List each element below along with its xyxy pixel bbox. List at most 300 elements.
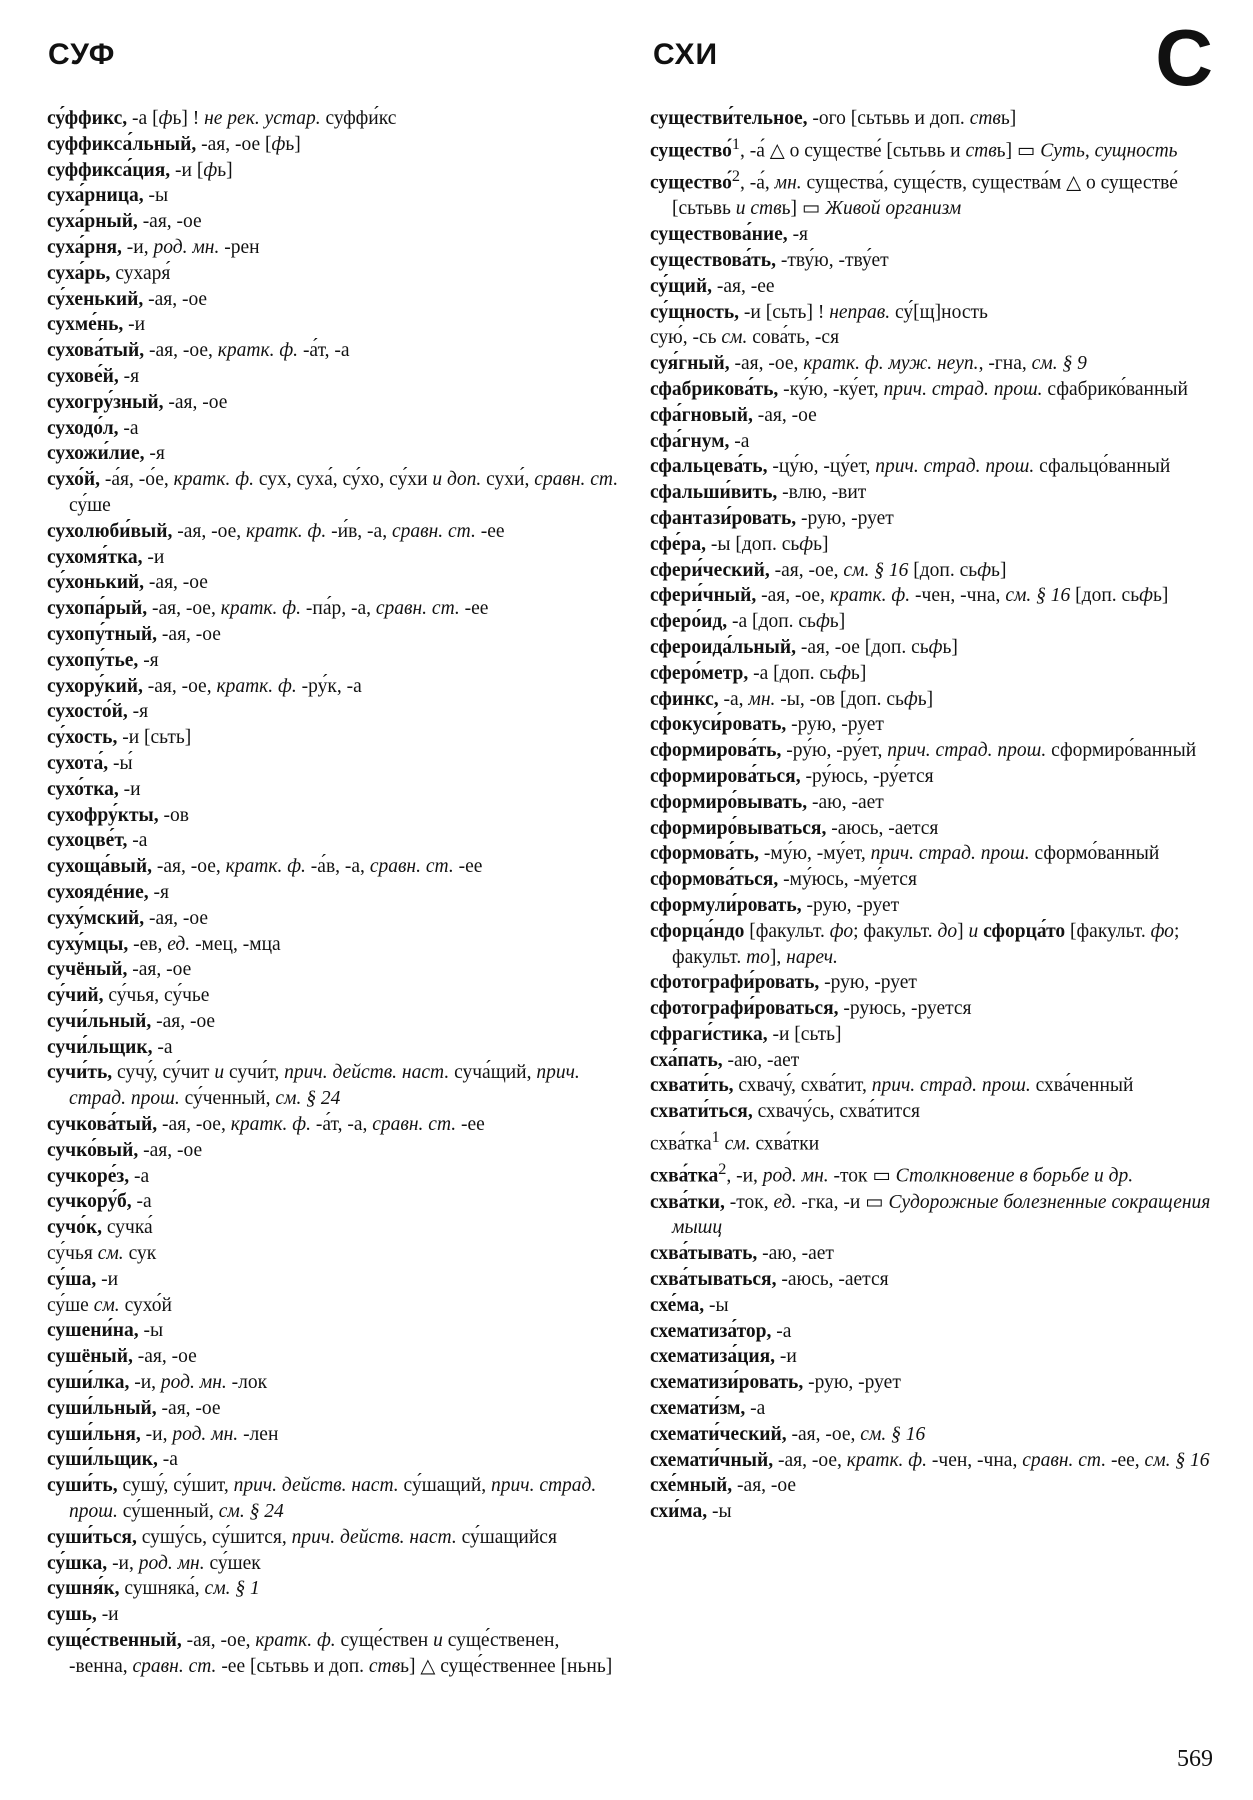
dictionary-entry — [650, 325, 1225, 351]
entry-text: -ая, -ое — [163, 391, 228, 413]
entry-text: т — [273, 1655, 282, 1677]
headword: схи́ма, — [650, 1501, 708, 1523]
entry-text: ф — [1139, 585, 1153, 607]
entry-text: -я — [148, 881, 169, 903]
entry-text: -а́в, -а, — [305, 856, 370, 878]
dictionary-entry — [47, 1344, 622, 1370]
headword: суши́ть, — [47, 1475, 118, 1497]
dictionary-entry — [47, 1447, 622, 1473]
entry-text: -а́т, -а — [298, 340, 350, 362]
entry-text: см. — [724, 1133, 751, 1155]
entry-text: прич. действ. наст. — [233, 1475, 399, 1497]
entry-text: -и — [775, 1346, 797, 1368]
entry-text: т — [909, 140, 919, 162]
dictionary-entry — [47, 751, 622, 777]
headword: существо́ — [650, 172, 732, 194]
entry-text: прич. страд. прош. — [883, 378, 1043, 400]
entry-text: суффи́кс — [320, 108, 397, 129]
headword: суходо́л, — [47, 417, 119, 439]
entry-text: су́шащий, — [398, 1475, 492, 1497]
entry-text: ь — [781, 198, 791, 220]
entry-text: -а — [129, 1165, 150, 1187]
dictionary-entry — [650, 300, 1225, 326]
dictionary-entry — [47, 1576, 622, 1602]
dictionary-entry — [650, 816, 1225, 842]
entry-text: ; факульт. — [853, 920, 938, 942]
headword: су́хенький, — [47, 288, 144, 310]
dictionary-entry — [650, 377, 1225, 403]
dictionary-entry — [650, 1396, 1225, 1422]
entry-text: кратк. ф. — [230, 1114, 312, 1136]
entry-text: сухаря́ — [110, 262, 171, 284]
headword: сформиро́вывать, — [650, 791, 808, 813]
entry-text: ь — [797, 301, 807, 323]
entry-text: -а — [127, 830, 148, 852]
entry-text: су́шек — [204, 1552, 261, 1574]
entry-text: -ы — [704, 1294, 729, 1316]
headword: сучи́льный, — [47, 1010, 152, 1032]
entry-text: схва́ченный — [1030, 1075, 1134, 1097]
headword: суффикса́ция, — [47, 159, 171, 181]
headword: сфантази́ровать, — [650, 507, 797, 529]
entry-text: -тву́ю, -тву́ет — [775, 249, 889, 271]
entry-text: -ая, -ое, — [729, 353, 804, 375]
dictionary-entry — [47, 1318, 622, 1344]
headword: сучо́к, — [47, 1217, 103, 1239]
entry-text: ь] — [826, 1023, 842, 1045]
headword: существова́ть, — [650, 249, 776, 271]
entry-text: и ств — [735, 198, 782, 220]
entry-text: -а [доп. с — [748, 662, 829, 684]
headword: сфокуси́ровать, — [650, 714, 787, 736]
entry-text: -и — [142, 546, 165, 568]
dictionary-entry — [650, 1073, 1225, 1099]
dictionary-entry — [650, 222, 1225, 248]
entry-text: ф — [928, 636, 943, 658]
entry-text: -ы — [707, 1501, 732, 1523]
entry-text: , -а́ △ о существе́ [с — [740, 140, 902, 162]
entry-text: ь — [809, 1023, 818, 1045]
entry-text: сук — [123, 1243, 157, 1265]
entry-text: ь] — [829, 611, 846, 633]
dictionary-entry — [650, 996, 1225, 1022]
headword: сфабрикова́ть, — [650, 378, 779, 400]
entry-text: существа́, суще́ств, существа́м △ о существе́ [с — [672, 172, 1178, 220]
entry-text: -ток ▭ — [828, 1165, 896, 1187]
headword: суши́льня, — [47, 1423, 141, 1445]
entry-text: см. — [97, 1243, 124, 1265]
headword: схва́тка — [650, 1165, 719, 1187]
dictionary-entry — [47, 828, 622, 854]
headword: сухопу́тье, — [47, 649, 139, 671]
entry-text: суще́ствен — [335, 1630, 434, 1652]
headword: суши́ться, — [47, 1526, 137, 1548]
entry-text: фо — [829, 920, 854, 942]
entry-text: род. мн. — [762, 1165, 829, 1187]
entry-text: -а — [157, 1449, 178, 1471]
dictionary-entry — [47, 209, 622, 235]
entry-text: ь] — [813, 533, 829, 555]
entry-text: сравн. ст. — [372, 1114, 457, 1136]
entry-text: 2 — [731, 167, 741, 186]
entry-text: -а [ — [127, 108, 159, 129]
headword: сфинкс, — [650, 688, 719, 710]
entry-text: ь — [865, 108, 875, 129]
headword: схе́мный, — [650, 1475, 733, 1497]
entry-text: ь — [790, 533, 800, 555]
entry-text: Столкновение в борьбе и др. — [895, 1165, 1134, 1187]
entry-text: род. мн. — [153, 236, 220, 258]
entry-text: [факульт. — [1065, 920, 1151, 942]
entry-text: ь — [968, 559, 978, 581]
dictionary-column-right — [650, 106, 1225, 1525]
entry-text: фо — [1150, 920, 1174, 942]
headword: сухо́тка, — [47, 778, 119, 800]
headword: сухме́нь, — [47, 314, 124, 336]
entry-text: сравн. ст. — [132, 1655, 217, 1677]
entry-text: -ая, -ое — [132, 1346, 197, 1368]
entry-text: -и — [123, 314, 146, 336]
dictionary-entry — [650, 454, 1225, 480]
entry-text: ] ▭ — [1005, 140, 1041, 162]
entry-text: [факульт. — [744, 920, 830, 942]
entry-text: -ая, -ое, — [773, 1449, 847, 1471]
entry-text: -и, — [107, 1552, 139, 1574]
entry-text: см. — [721, 327, 748, 349]
entry-text: -ее, — [1106, 1449, 1145, 1471]
headword: сухопу́тный, — [47, 623, 158, 645]
headword: сфальши́вить, — [650, 482, 778, 504]
entry-text: ф — [203, 159, 218, 181]
entry-text: в — [290, 1655, 300, 1677]
entry-text: -ая, -ое, — [181, 1630, 256, 1652]
headword: сфорца́то — [983, 920, 1066, 942]
headword: су́шка, — [47, 1552, 108, 1574]
entry-text: -ее — [475, 520, 505, 542]
dictionary-entry — [47, 1293, 622, 1319]
entry-text: см. § 16 — [1144, 1449, 1210, 1471]
entry-text: -ы — [138, 1320, 164, 1342]
dictionary-column-left — [47, 106, 622, 1680]
headword: су́чий, — [47, 985, 104, 1007]
headword: суха́рница, — [47, 185, 144, 207]
dictionary-entry — [47, 287, 622, 313]
headword: сушени́на, — [47, 1320, 139, 1342]
entry-text: -ая, -ое — [151, 1010, 216, 1032]
entry-text: сучу́, су́чит — [112, 1062, 215, 1084]
headword: сформова́ть, — [650, 843, 760, 865]
entry-text: -ая, -ое [ — [196, 133, 272, 155]
entry-text: ф — [158, 108, 173, 129]
entry-text: , -и, — [726, 1165, 763, 1187]
entry-text: -ая, -ое — [137, 211, 202, 233]
entry-text: схвачу́сь, схва́тится — [752, 1101, 921, 1123]
entry-text: ь] — [991, 559, 1007, 581]
dictionary-entry — [650, 558, 1225, 584]
entry-text: -ее — [459, 598, 489, 620]
entry-text: мн. — [748, 688, 776, 710]
entry-text: см. § 24 — [218, 1501, 284, 1523]
entry-text: -влю, -вит — [777, 482, 867, 504]
dictionary-entry — [47, 1035, 622, 1061]
dictionary-entry — [650, 1370, 1225, 1396]
entry-text: ед. — [773, 1191, 797, 1213]
entry-text: сравн. ст. — [375, 598, 460, 620]
entry-text: ], — [769, 946, 787, 968]
entry-text: ь — [703, 198, 713, 220]
entry-text: т — [817, 1023, 827, 1045]
dictionary-entry — [650, 661, 1225, 687]
headword: существо́ — [650, 140, 732, 162]
entry-text: Живой организм — [825, 198, 962, 220]
entry-text: -ая, -ое [доп. с — [795, 636, 920, 658]
entry-text: ь — [936, 140, 946, 162]
page-number: 569 — [1177, 1746, 1213, 1772]
entry-text: род. мн. — [160, 1372, 227, 1394]
entry-text: ь] — [596, 1655, 613, 1677]
dictionary-entry — [650, 248, 1225, 274]
entry-text: -ая, -ое, — [786, 1423, 861, 1445]
headword: сха́пать, — [650, 1049, 723, 1071]
entry-text: су́ченный, — [179, 1088, 276, 1110]
entry-text: в — [712, 198, 722, 220]
entry-text: и — [433, 1630, 443, 1652]
dictionary-entry — [47, 519, 622, 545]
entry-text: -ая, -ое — [143, 288, 208, 310]
headword: сферо́ид, — [650, 611, 728, 633]
headword: суши́льный, — [47, 1397, 157, 1419]
entry-text: кратк. ф. — [255, 1630, 336, 1652]
entry-text: -я — [144, 443, 165, 465]
entry-text: -ая, -ое, — [157, 1114, 231, 1136]
dictionary-entry — [650, 1448, 1225, 1474]
entry-text: -ая, -ое, — [769, 559, 844, 581]
headword: суще́ственный, — [47, 1630, 182, 1652]
dictionary-entry — [47, 1422, 622, 1448]
entry-text: сучи́т, — [224, 1062, 285, 1084]
entry-text: т — [789, 301, 798, 323]
entry-text: су́ше — [69, 494, 111, 516]
headword: сформирова́ть, — [650, 740, 782, 762]
entry-text: ь] — [942, 636, 958, 658]
dictionary-entry — [47, 622, 622, 648]
entry-text: нареч. — [786, 946, 838, 968]
dictionary-entry — [47, 957, 622, 983]
dictionary-entry — [650, 790, 1225, 816]
dictionary-entry — [47, 932, 622, 958]
dictionary-entry — [47, 183, 622, 209]
entry-text: см. § 16 — [860, 1423, 926, 1445]
running-head-left: СУФ — [48, 38, 116, 71]
entry-text: -рую, -рует — [803, 1372, 901, 1394]
entry-text: су́шащийся — [456, 1526, 557, 1548]
entry-text: кратк. ф. — [829, 585, 911, 607]
entry-text: род. мн. — [172, 1423, 239, 1445]
entry-text: сушу́, су́шит, — [117, 1475, 234, 1497]
entry-text: кратк. ф. — [245, 520, 327, 542]
headword: сучи́льщик, — [47, 1036, 153, 1058]
entry-text: -ая, -ое — [138, 1139, 203, 1161]
headword: суя́гный, — [650, 353, 730, 375]
headword: схе́ма, — [650, 1294, 705, 1316]
entry-text: ств — [965, 140, 997, 162]
entry-text: сушу́сь, су́шится, — [136, 1526, 292, 1548]
dictionary-entry — [47, 1138, 622, 1164]
dictionary-entry — [650, 480, 1225, 506]
entry-text: сфабрико́ванный — [1042, 378, 1188, 400]
entry-text: -ы́ — [108, 752, 133, 774]
headword: сушня́к, — [47, 1578, 120, 1600]
headword: су́ффикс, — [47, 108, 128, 129]
dictionary-entry — [47, 1602, 622, 1628]
entry-text: схва́тка — [650, 1133, 712, 1155]
headword: сухоцве́т, — [47, 830, 128, 852]
entry-text: сух, суха́, су́хо, су́хи — [253, 469, 433, 491]
headword: сфа́гновый, — [650, 404, 753, 426]
dictionary-entry — [47, 390, 622, 416]
headword: сухова́тый, — [47, 340, 145, 362]
entry-text: -ев, — [128, 933, 168, 955]
entry-text: , -а́, — [740, 172, 775, 194]
entry-text: ф — [977, 559, 992, 581]
entry-text: -ая, -ое — [144, 572, 208, 594]
entry-text: сова́ть, -ся — [747, 327, 840, 349]
entry-text: -ого [с — [807, 108, 866, 129]
entry-text: -и — [96, 1604, 119, 1626]
entry-text: см. — [93, 1294, 120, 1316]
headword: сучко́вый, — [47, 1139, 139, 1161]
entry-text: сформо́ванный — [1029, 843, 1160, 865]
dictionary-entry — [47, 1009, 622, 1035]
headword: сушь, — [47, 1604, 97, 1626]
entry-text: ь] — [850, 662, 867, 684]
entry-text: ь — [901, 140, 910, 162]
dictionary-entry — [650, 970, 1225, 996]
headword: сухота́, — [47, 752, 109, 774]
entry-text: -аю, -ает — [757, 1243, 834, 1265]
entry-text: -ее — [453, 856, 483, 878]
headword: суха́рь, — [47, 262, 111, 284]
headword: сфраги́стика, — [650, 1023, 768, 1045]
entry-text: сухо́й — [119, 1294, 172, 1316]
dictionary-entry — [47, 1060, 622, 1112]
dictionary-entry — [47, 1189, 622, 1215]
headword: сучёный, — [47, 959, 128, 981]
entry-text: сравн. ст. — [391, 520, 476, 542]
dictionary-entry — [650, 609, 1225, 635]
entry-text: суще́ственен, -венна, — [69, 1630, 560, 1677]
entry-text: кратк. ф. — [173, 469, 254, 491]
entry-text: -ру́ю, -ру́ет, — [781, 740, 888, 762]
entry-text: -чен, -чна, — [910, 585, 1006, 607]
headword: сухомя́тка, — [47, 546, 143, 568]
dictionary-entry — [47, 803, 622, 829]
dictionary-entry — [650, 1267, 1225, 1293]
entry-text: -ая, -ое — [732, 1475, 797, 1497]
headword: сухоядéние, — [47, 881, 149, 903]
dictionary-entry — [650, 635, 1225, 661]
dictionary-entry — [650, 738, 1225, 764]
entry-text: и доп. — [909, 108, 970, 129]
entry-text: -рую, -рует — [796, 507, 894, 529]
dictionary-entry — [47, 1112, 622, 1138]
entry-text: -ру́юсь, -ру́ется — [800, 765, 934, 787]
headword: сухоща́вый, — [47, 856, 152, 878]
dictionary-entry — [47, 416, 622, 442]
entry-text: кратк. ф. — [217, 340, 299, 362]
entry-text: [доп. с — [1070, 585, 1131, 607]
entry-text: и доп. — [432, 469, 482, 491]
dictionary-entry — [47, 364, 622, 390]
headword: су́щий, — [650, 275, 712, 297]
entry-text: ь — [1130, 585, 1140, 607]
entry-text: -му́юсь, -му́ется — [778, 869, 917, 891]
entry-text: кратк. ф. — [225, 856, 306, 878]
entry-text: и — [968, 920, 979, 942]
entry-text: ь — [780, 301, 790, 323]
entry-text: -цу́ю, -цу́ет, — [767, 456, 876, 478]
headword: сфальцева́ть, — [650, 456, 768, 478]
headword: сфа́гнум, — [650, 430, 730, 452]
headword: сухопа́рый, — [47, 598, 148, 620]
dictionary-entry — [650, 1319, 1225, 1345]
entry-text: прич. страд. прош. — [887, 740, 1047, 762]
running-head-right: СХИ — [653, 38, 719, 71]
entry-text: сравн. ст. — [369, 856, 454, 878]
entry-text: , -гна, — [978, 353, 1032, 375]
entry-text: -и — [96, 1268, 119, 1290]
entry-text: ь — [400, 1655, 410, 1677]
entry-text: -и, — [121, 236, 154, 258]
entry-text: сучка́ — [102, 1217, 153, 1239]
entry-text: суча́щий, — [449, 1062, 537, 1084]
entry-text: ь] — [217, 159, 233, 181]
entry-text: -чен, -чна, — [927, 1449, 1023, 1471]
entry-text: см. § 16 — [843, 559, 909, 581]
dictionary-entry — [47, 338, 622, 364]
entry-text: ; факульт. — [672, 920, 1180, 968]
entry-text: -ая, -ое, — [144, 340, 218, 362]
dictionary-entry — [47, 312, 622, 338]
entry-text: ] ! — [806, 301, 830, 323]
dictionary-entry — [47, 854, 622, 880]
entry-text: ь — [265, 1655, 274, 1677]
dictionary-entry — [650, 712, 1225, 738]
dictionary-entry — [650, 1499, 1225, 1525]
dictionary-entry — [47, 1215, 622, 1241]
dictionary-entry — [650, 274, 1225, 300]
entry-text: ь — [919, 636, 929, 658]
dictionary-entry — [47, 570, 622, 596]
entry-text: -а, — [718, 688, 749, 710]
dictionary-entry — [47, 261, 622, 287]
section-letter: С — [1155, 13, 1213, 102]
headword: суху́мцы, — [47, 933, 129, 955]
entry-text: сформиро́ванный — [1046, 740, 1197, 762]
entry-text: -ку́ю, -ку́ет, — [778, 378, 884, 400]
entry-text: ь — [159, 727, 168, 749]
headword: суха́рный, — [47, 211, 138, 233]
entry-text: в — [891, 108, 901, 129]
headword: суха́рня, — [47, 236, 122, 258]
dictionary-entry — [650, 687, 1225, 713]
dictionary-entry — [47, 1473, 622, 1525]
dictionary-entry — [47, 545, 622, 571]
headword: сухофру́кты, — [47, 804, 159, 826]
entry-text: сушняка́, — [119, 1578, 205, 1600]
headword: суши́лка, — [47, 1372, 130, 1394]
headword: сфероида́льный, — [650, 636, 796, 658]
